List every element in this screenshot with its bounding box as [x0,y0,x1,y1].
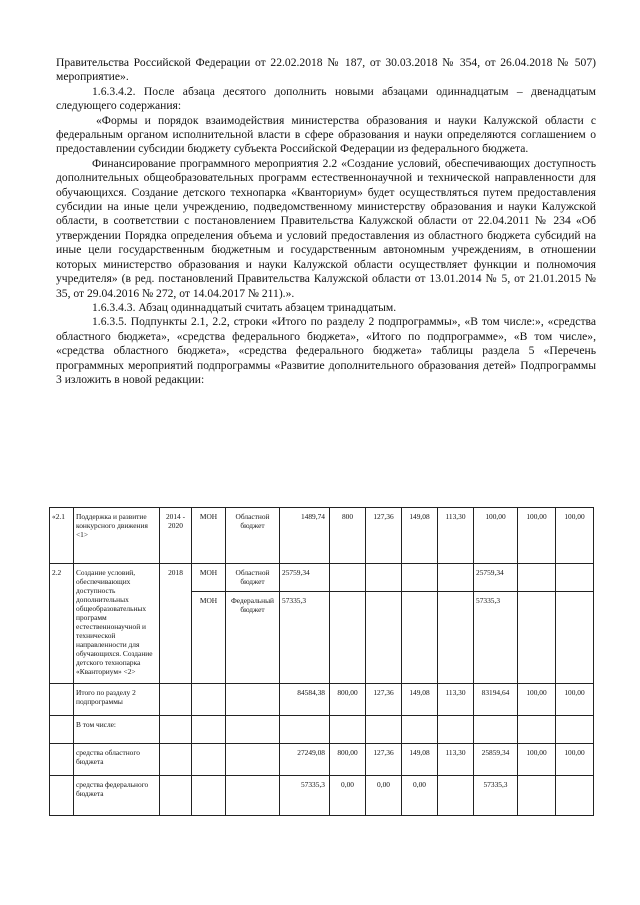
paragraph-4: Финансирование программного мероприятия 2.2 «Создание условий, обеспечивающих доступность дополнительных общеобразовательных программ естественнонаучной и технической направленности для обучающихся. Создание детского технопарка «Кванториум» будет осуществляться путем предоставления субсидии на иные цели учреждению, подведомственному министерству образования и науки Калужской области, в соответствии с постановлением Правительства Калужской области от 22.04.2011 № 234 «Об утверждении Порядка определения объема и условий предоставления из областного бюджета субсидий на иные цели государственным бюджетным и государственным автономным учреждениям, в отношении которых министерство образования и науки Калужской области осуществляет функции и полномочия учредителя» (в ред. постановлений Правительства Калужской области от 13.01.2014 № 5, от 21.01.2015 № 35, от 29.04.2016 № 272, от 14.04.2017 № 211).». [56,156,596,300]
cell-year-2016: 149,08 [402,508,438,564]
paragraph-2: 1.6.3.4.2. После абзаца десятого дополнить новыми абзацами одиннадцатым – двенадцатым следующего содержания: [56,84,596,113]
cell-measure-name: Итого по разделу 2 подпрограммы [74,684,160,716]
cell-year-2017: 113,30 [438,744,474,776]
cell-year-2019 [518,592,556,684]
cell-year-2014: 0,00 [330,776,366,816]
cell-total: 1489,74 [280,508,330,564]
cell-year-2016: 0,00 [402,776,438,816]
cell-year-2014 [330,564,366,592]
cell-total: 84584,38 [280,684,330,716]
cell-year-2020: 100,00 [556,508,594,564]
cell-executor: МОН [192,508,226,564]
document-text [56,56,596,387]
cell-period: 2018 [160,564,192,684]
table-row [50,744,594,776]
cell-source: Областной бюджет [226,508,280,564]
cell-year-2015: 127,36 [366,684,402,716]
cell-year-2017: 113,30 [438,508,474,564]
cell-number [50,684,74,716]
cell-year-2016: 149,08 [402,684,438,716]
cell-total: 25759,34 [280,564,330,592]
cell-year-2016: 149,08 [402,744,438,776]
cell-year-2020: 100,00 [556,744,594,776]
cell-year-2017 [438,776,474,816]
cell-total: 57335,3 [280,592,330,684]
cell-measure-name: Поддержка и развитие конкурсного движения <1> [74,508,160,564]
cell-year-2020: 100,00 [556,684,594,716]
cell-year-2019 [518,776,556,816]
paragraph-3: «Формы и порядок взаимодействия министерства образования и науки Калужской области с федеральным органом исполнительной власти в сфере образования и науки определяются соглашением о предоставлении субсидии бюджету субъекта Российской Федерации из федерального бюджета. [56,113,596,156]
table-row [50,716,594,744]
paragraph-5: 1.6.3.4.3. Абзац одиннадцатый считать абзацем тринадцатым. [92,300,397,314]
cell-year-2015 [366,564,402,592]
cell-year-2015: 127,36 [366,744,402,776]
cell-total: 27249,08 [280,744,330,776]
cell-total: 57335,3 [280,776,330,816]
cell-year-2017 [438,564,474,592]
cell-measure-name: средства областного бюджета [74,744,160,776]
cell-year-2015: 0,00 [366,776,402,816]
cell-year-2016 [402,564,438,592]
cell-year-2018: 25759,34 [474,564,518,592]
cell-year-2014: 800,00 [330,684,366,716]
cell-year-2014: 800 [330,508,366,564]
cell-year-2016 [402,592,438,684]
cell-year-2020 [556,564,594,592]
cell-year-2019: 100,00 [518,508,556,564]
cell-year-2019 [518,564,556,592]
cell-source: Областной бюджет [226,564,280,592]
cell-measure-name: средства федерального бюджета [74,776,160,816]
cell-year-2018: 100,00 [474,508,518,564]
program-measures-table [49,507,594,816]
table-row [50,776,594,816]
cell-year-2017 [438,592,474,684]
table-row [50,564,594,592]
cell-year-2019: 100,00 [518,684,556,716]
cell-year-2018: 57335,3 [474,776,518,816]
cell-year-2015 [366,592,402,684]
paragraph-1: Правительства Российской Федерации от 22.02.2018 № 187, от 30.03.2018 № 354, от 26.04.2018 № 507) мероприятие». [56,56,596,84]
cell-year-2018: 83194,64 [474,684,518,716]
cell-year-2019: 100,00 [518,744,556,776]
cell-measure-name: В том числе: [74,716,160,744]
cell-year-2020 [556,776,594,816]
cell-period: 2014 - 2020 [160,508,192,564]
cell-source: Федеральный бюджет [226,592,280,684]
cell-year-2017: 113,30 [438,684,474,716]
table-row [50,508,594,564]
table-row [50,684,594,716]
cell-year-2018: 25859,34 [474,744,518,776]
cell-year-2014 [330,592,366,684]
cell-executor: МОН [192,592,226,684]
cell-year-2020 [556,592,594,684]
cell-year-2018: 57335,3 [474,592,518,684]
cell-number: 2.2 [50,564,74,684]
cell-year-2015: 127,36 [366,508,402,564]
cell-number: «2.1 [50,508,74,564]
cell-measure-name: Создание условий, обеспечивающих доступность дополнительных общеобразовательных программ естественнонаучной и технической направленности для обучающихся. Создание детского технопарка «Кванториум» <2> [74,564,160,684]
cell-year-2014: 800,00 [330,744,366,776]
paragraph-6: 1.6.3.5. Подпункты 2.1, 2.2, строки «Итого по разделу 2 подпрограммы», «В том числе:», «средства областного бюджета», «средства федерального бюджета», «Итого по подпрограмме», «В том числе», «средства областного бюджета», «средства федерального бюджета» таблицы раздела 5 «Перечень программных мероприятий подпрограммы «Развитие дополнительного образования детей» Подпрограммы 3 изложить в новой редакции: [56,315,596,386]
cell-executor: МОН [192,564,226,592]
